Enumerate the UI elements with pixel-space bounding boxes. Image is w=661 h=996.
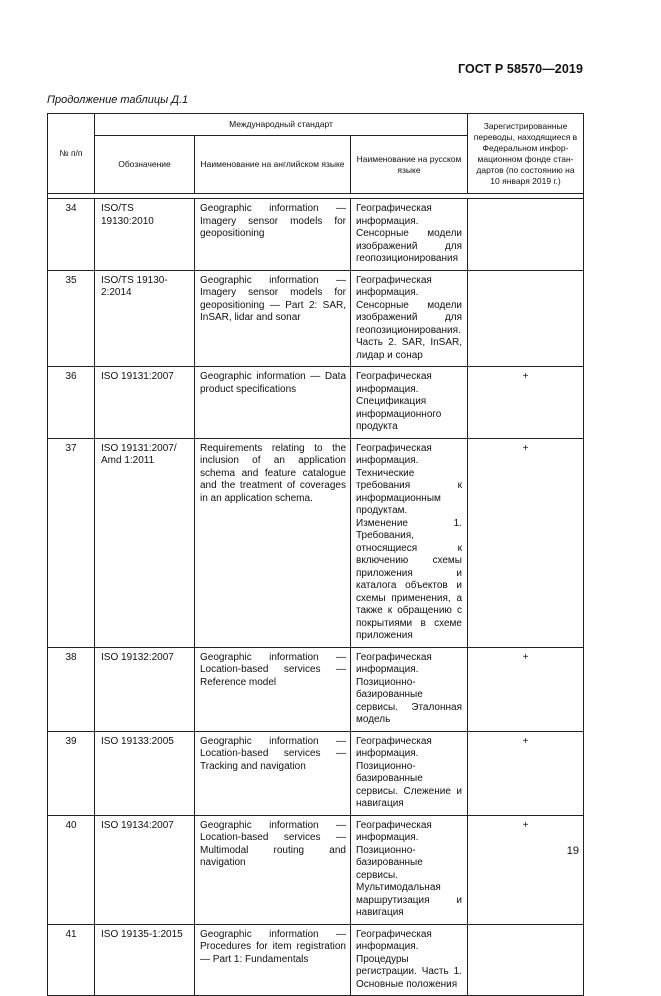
row-designation: ISO 19131:2007/ Amd 1:2011 bbox=[95, 438, 195, 647]
table-body bbox=[48, 199, 584, 996]
table-row bbox=[48, 270, 584, 367]
row-number: 37 bbox=[48, 438, 95, 647]
table-row bbox=[48, 731, 584, 815]
row-russian-name: Географическая информация. Позиционно-базированные сервисы. Эталонная модель bbox=[351, 647, 468, 731]
row-english-name: Geographic information — Location-based services — Tracking and navigation bbox=[195, 731, 351, 815]
row-russian-name: Географическая информация. Позиционно-базированные сервисы. Мультимодальная маршрутизация и навигация bbox=[351, 815, 468, 924]
table-header bbox=[48, 114, 584, 199]
row-russian-name: Географическая информация. Процедуры регистрации. Часть 1. Основные положения bbox=[351, 924, 468, 996]
document-code: ГОСТ Р 58570—2019 bbox=[457, 62, 583, 76]
row-designation: ISO 19131:2007 bbox=[95, 367, 195, 439]
row-russian-name: Географическая информация. Позиционно-базированные сервисы. Слежение и навигация bbox=[351, 731, 468, 815]
row-russian-name: Географическая информация. Сенсорные модели изображений для геопозиционирования. Часть 2. SAR, InSAR, лидар и сонар bbox=[351, 270, 468, 367]
table-row bbox=[48, 367, 584, 439]
header-english-name: Наименование на английском языке bbox=[195, 136, 351, 194]
row-registered-mark: + bbox=[468, 731, 584, 815]
row-number: 41 bbox=[48, 924, 95, 996]
row-registered-mark bbox=[468, 199, 584, 271]
row-english-name: Requirements relating to the inclusion of an application schema and feature catalogue and the treatment of coverages in an application schema. bbox=[195, 438, 351, 647]
row-english-name: Geographic information — Data product specifications bbox=[195, 367, 351, 439]
row-english-name: Geographic information — Procedures for item registration — Part 1: Fundamentals bbox=[195, 924, 351, 996]
row-designation: ISO 19135-1:2015 bbox=[95, 924, 195, 996]
row-registered-mark: + bbox=[468, 438, 584, 647]
row-number: 35 bbox=[48, 270, 95, 367]
row-designation: ISO/TS 19130-2:2014 bbox=[95, 270, 195, 367]
row-russian-name: Географическая информация. Технические требования к информационным продуктам. Изменение 1. Требования, относящиеся к включению схемы приложения и каталога объектов и схемы применения, а также к обращению с покрытиями в схеме приложения bbox=[351, 438, 468, 647]
header-number: № п/п bbox=[48, 114, 95, 194]
row-russian-name: Географическая информация. Спецификация информационного продукта bbox=[351, 367, 468, 439]
row-number: 39 bbox=[48, 731, 95, 815]
row-english-name: Geographic information — Location-based services — Multimodal routing and navigation bbox=[195, 815, 351, 924]
row-number: 34 bbox=[48, 199, 95, 271]
row-english-name: Geographic information — Imagery sensor models for geopositioning — Part 2: SAR, InSAR, lidar and sonar bbox=[195, 270, 351, 367]
table-row bbox=[48, 647, 584, 731]
row-designation: ISO/TS 19130:2010 bbox=[95, 199, 195, 271]
row-english-name: Geographic information — Imagery sensor models for geopositioning bbox=[195, 199, 351, 271]
header-registered-translations: Зарегистрированные переводы, находящиеся в Федеральном инфор-мационном фонде стан-дартов (по состоянию на 10 января 2019 г.) bbox=[468, 114, 584, 194]
row-number: 36 bbox=[48, 367, 95, 439]
row-designation: ISO 19132:2007 bbox=[95, 647, 195, 731]
row-russian-name: Географическая информация. Сенсорные модели изображений для геопозиционирования bbox=[351, 199, 468, 271]
row-registered-mark bbox=[468, 270, 584, 367]
table-row bbox=[48, 815, 584, 924]
page-number: 19 bbox=[566, 845, 579, 857]
row-registered-mark: + bbox=[468, 815, 584, 924]
row-english-name: Geographic information — Location-based services — Reference model bbox=[195, 647, 351, 731]
header-russian-name: Наименование на русском языке bbox=[351, 136, 468, 194]
standards-table bbox=[47, 113, 584, 996]
row-designation: ISO 19133:2005 bbox=[95, 731, 195, 815]
row-registered-mark: + bbox=[468, 647, 584, 731]
row-number: 38 bbox=[48, 647, 95, 731]
header-designation: Обозначение bbox=[95, 136, 195, 194]
table-caption: Продолжение таблицы Д.1 bbox=[47, 94, 189, 106]
table-row bbox=[48, 199, 584, 271]
row-designation: ISO 19134:2007 bbox=[95, 815, 195, 924]
row-number: 40 bbox=[48, 815, 95, 924]
row-registered-mark: + bbox=[468, 367, 584, 439]
header-international-standard: Международный стандарт bbox=[95, 114, 468, 136]
table-row bbox=[48, 438, 584, 647]
